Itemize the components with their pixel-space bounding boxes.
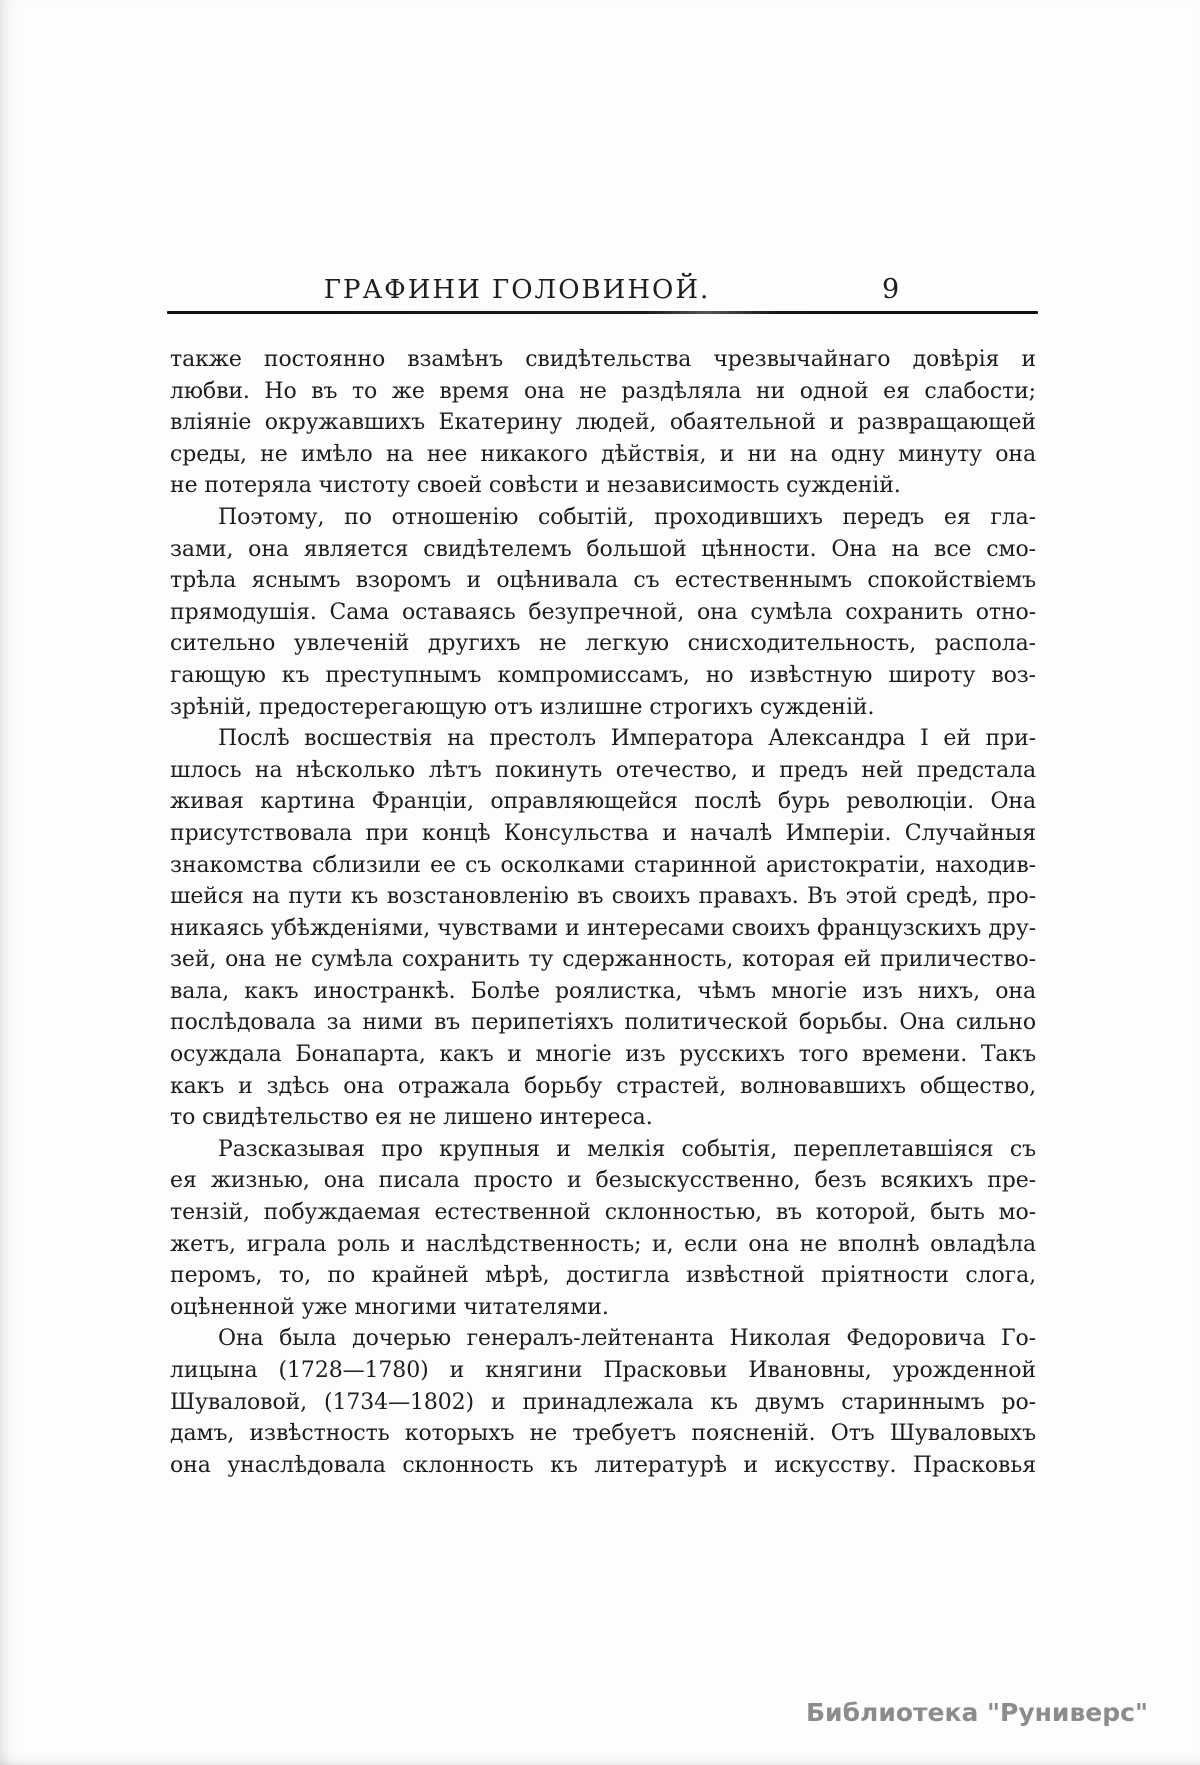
paragraph <box>170 344 1036 502</box>
text-line: перомъ, то, по крайней мѣрѣ, достигла извѣстной пріятности слога, <box>170 1263 1036 1289</box>
paragraph <box>170 502 1036 723</box>
text-line: лицына (1728—1780) и княгини Прасковьи Ивановны, урожденной <box>170 1358 1036 1383</box>
text-line: вліяніе окружавшихъ Екатерину людей, обаятельной и развращающей <box>170 410 1036 436</box>
text-line: не потеряла чистоту своей совѣсти и независимость сужденій. <box>170 473 901 499</box>
text-line: тензій, побуждаемая естественной склонностью, въ которой, быть мо- <box>170 1200 1036 1226</box>
text-line: сительно увлеченій другихъ не легкую снисходительность, распола- <box>170 631 1036 657</box>
text-line: оцѣненной уже многими читателями. <box>170 1294 609 1320</box>
paragraph <box>170 1134 1036 1324</box>
text-block <box>170 344 1036 1481</box>
header-rule <box>167 311 1038 314</box>
text-line: зрѣній, предостерегающую отъ излишне строгихъ сужденій. <box>170 694 875 720</box>
text-line: присутствовала при концѣ Консульства и началѣ Имперіи. Случайныя <box>170 820 1036 846</box>
text-line: трѣла яснымъ взоромъ и оцѣнивала съ естественнымъ спокойствіемъ <box>170 568 1036 594</box>
text-line: Она была дочерью генералъ-лейтенанта Николая Федоровича Го- <box>218 1326 1036 1352</box>
page-number: 9 <box>882 274 900 305</box>
text-line: прямодушія. Сама оставаясь безупречной, она сумѣла сохранить отно- <box>170 599 1036 625</box>
text-line: то свидѣтельство ея не лишено интереса. <box>170 1105 653 1131</box>
watermark: Библиотека "Руниверс" <box>806 1698 1148 1727</box>
text-line: знакомства сблизили ее съ осколками старинной аристократіи, находив- <box>170 852 1036 878</box>
text-line: осуждала Бонапарта, какъ и многіе изъ русскихъ того времени. Такъ <box>170 1042 1036 1068</box>
text-line: ея жизнью, она писала просто и безыскусственно, безъ всякихъ пре- <box>170 1168 1036 1194</box>
text-line: шейся на пути къ возстановленію въ своихъ правахъ. Въ этой средѣ, про- <box>170 884 1036 910</box>
text-line: Послѣ восшествія на престолъ Императора Александра I ей при- <box>218 726 1036 752</box>
text-line: Шуваловой, (1734—1802) и принадлежала къ двумъ стариннымъ ро- <box>170 1389 1036 1415</box>
text-line: Поэтому, по отношенію событій, проходившихъ передъ ея гла- <box>218 504 1036 530</box>
text-line: вала, какъ иностранкѣ. Болѣе роялистка, чѣмъ многіе изъ нихъ, она <box>170 978 1036 1004</box>
text-line: Разсказывая про крупныя и мелкія событія, переплетавшіяся съ <box>218 1136 1036 1162</box>
text-line: гающую къ преступнымъ компромиссамъ, но извѣстную широту воз- <box>170 662 1036 688</box>
text-line: жетъ, играла роль и наслѣдственность; и, если она не вполнѣ овладѣла <box>170 1231 1036 1257</box>
text-line: какъ и здѣсь она отражала борьбу страстей, волновавшихъ общество, <box>170 1073 1036 1099</box>
text-line: также постоянно взамѣнъ свидѣтельства чрезвычайнаго довѣрія и <box>170 347 1036 372</box>
text-line: живая картина Франціи, оправляющейся послѣ бурь революціи. Она <box>170 789 1036 815</box>
paragraph <box>170 723 1036 1134</box>
text-line: любви. Но въ то же время она не раздѣляла ни одной ея слабости; <box>170 378 1036 404</box>
text-line: зей, она не сумѣла сохранить ту сдержанность, которая ей приличество- <box>170 947 1036 973</box>
text-line: послѣдовала за ними въ перипетіяхъ политической борьбы. Она сильно <box>170 1010 1036 1036</box>
paragraph <box>170 1323 1036 1481</box>
running-title: ГРАФИНИ ГОЛОВИНОЙ. <box>323 275 711 305</box>
text-line: зами, она является свидѣтелемъ большой цѣнности. Она на все смо- <box>170 536 1036 562</box>
text-line: среды, не имѣло на нее никакого дѣйствія, и ни на одну минуту она <box>170 441 1036 467</box>
text-line: шлось на нѣсколько лѣтъ покинуть отечество, и предъ ней предстала <box>170 757 1036 783</box>
text-line: она унаслѣдовала склонность къ литературѣ и искусству. Прасковья <box>170 1452 1036 1478</box>
text-line: никаясь убѣжденіями, чувствами и интересами своихъ французскихъ дру- <box>170 915 1036 941</box>
text-line: дамъ, извѣстность которыхъ не требуетъ поясненій. Отъ Шуваловыхъ <box>170 1421 1036 1447</box>
